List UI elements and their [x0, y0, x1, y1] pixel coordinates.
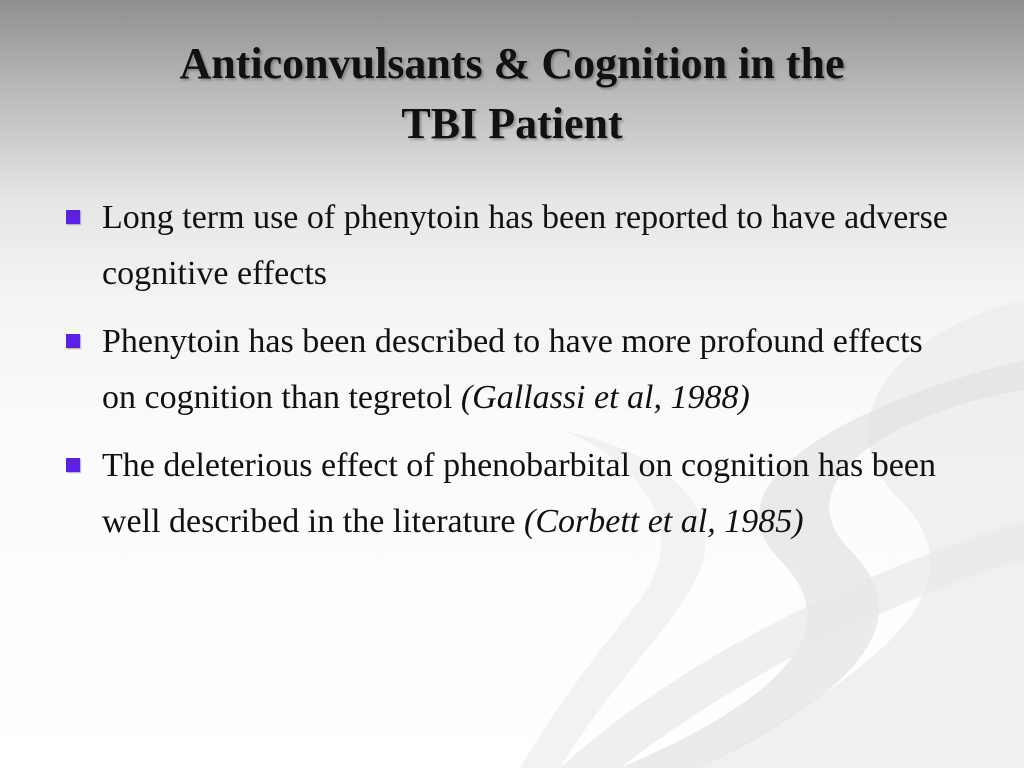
square-bullet-icon	[66, 210, 80, 224]
slide-title-line-1: Anticonvulsants & Cognition in the	[179, 39, 845, 88]
bullet-text: Long term use of phenytoin has been reported to have adverse cognitive effects	[102, 199, 948, 292]
bullet-item-1	[62, 190, 962, 302]
bullet-item-3	[62, 438, 962, 550]
bullet-item-2	[62, 314, 962, 426]
slide-title	[40, 34, 984, 154]
bullet-text: The deleterious effect of phenobarbital on cognition has been well described in the literature	[102, 447, 936, 540]
bullet-text: Phenytoin has been described to have more profound effects on cognition than tegretol	[102, 323, 923, 416]
slide-title-line-2: TBI Patient	[401, 99, 623, 148]
bullet-list	[62, 190, 962, 562]
bullet-citation: (Corbett et al, 1985)	[524, 503, 804, 540]
square-bullet-icon	[66, 458, 80, 472]
bullet-citation: (Gallassi et al, 1988)	[460, 379, 750, 416]
square-bullet-icon	[66, 334, 80, 348]
